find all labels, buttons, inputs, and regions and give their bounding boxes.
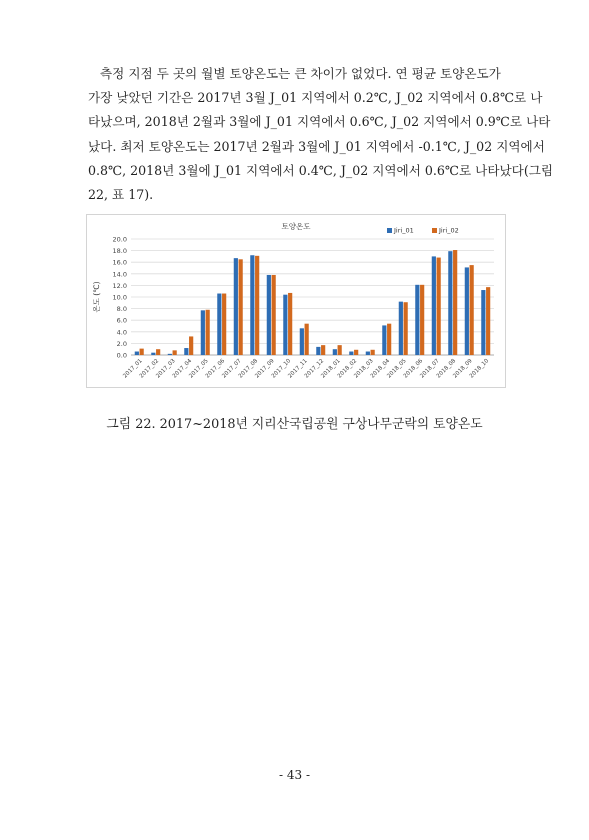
bar-jiri_02-2018_01	[338, 345, 342, 355]
bar-jiri_01-2018_02	[349, 352, 353, 355]
y-tick-label: 6.0	[116, 316, 127, 325]
bar-jiri_01-2017_07	[234, 258, 238, 355]
bar-jiri_01-2018_07	[432, 256, 436, 355]
bar-jiri_01-2018_03	[366, 352, 370, 355]
x-tick-label: 2017_06	[204, 358, 227, 380]
bar-jiri_02-2017_01	[140, 349, 144, 355]
bar-jiri_01-2018_06	[415, 285, 419, 355]
bar-jiri_01-2017_01	[135, 352, 139, 355]
bar-jiri_02-2018_02	[354, 350, 358, 355]
x-tick-label: 2018_07	[419, 358, 441, 380]
bar-jiri_02-2017_07	[239, 259, 243, 355]
bar-jiri_01-2017_02	[151, 353, 155, 355]
bar-jiri_01-2018_05	[399, 302, 403, 355]
y-tick-label: 16.0	[112, 258, 127, 267]
bar-jiri_02-2017_08	[255, 256, 259, 355]
y-tick-label: 4.0	[116, 328, 127, 337]
legend-label-jiri_01: Jiri_01	[394, 226, 414, 235]
bar-jiri_02-2017_05	[206, 310, 210, 355]
bar-jiri_02-2018_08	[453, 250, 457, 355]
bar-jiri_01-2017_05	[201, 310, 205, 355]
bar-jiri_02-2017_12	[321, 345, 325, 355]
x-tick-label: 2018_02	[336, 358, 359, 380]
x-tick-label: 2018_01	[320, 358, 342, 380]
bar-jiri_01-2018_10	[481, 290, 485, 355]
bar-jiri_02-2017_10	[288, 293, 292, 355]
x-tick-label: 2017_12	[303, 358, 326, 380]
bar-jiri_02-2017_02	[156, 349, 160, 355]
bar-jiri_01-2017_11	[300, 328, 304, 355]
bar-jiri_01-2018_09	[465, 267, 469, 355]
x-tick-label: 2018_10	[468, 358, 491, 380]
bar-jiri_01-2018_04	[382, 325, 386, 355]
bar-jiri_02-2017_11	[305, 324, 309, 355]
bar-jiri_02-2018_04	[387, 324, 391, 355]
x-tick-label: 2017_05	[188, 358, 210, 380]
legend-label-jiri_02: Jiri_02	[439, 226, 459, 235]
paragraph-line: 가장 낮았던 기간은 2017년 3월 J_01 지역에서 0.2℃, J_02 지역에서 0.8℃로 나	[88, 90, 543, 106]
paragraph-line: 측정 지점 두 곳의 월별 토양온도는 큰 차이가 없었다. 연 평균 토양온도가	[100, 66, 501, 81]
bar-jiri_01-2017_09	[267, 275, 271, 355]
x-tick-label: 2017_01	[122, 358, 144, 380]
bar-jiri_01-2018_01	[333, 349, 337, 355]
x-tick-label: 2018_08	[435, 358, 458, 380]
bar-jiri_02-2017_04	[189, 336, 193, 355]
bar-jiri_01-2018_08	[448, 251, 452, 355]
figure-chart	[86, 214, 506, 388]
bar-jiri_02-2018_10	[486, 287, 490, 355]
paragraph-line: 타났으며, 2018년 2월과 3월에 J_01 지역에서 0.6℃, J_02 지역에서 0.9℃로 나타	[88, 114, 551, 130]
soil-temperature-chart	[87, 215, 505, 387]
y-tick-label: 8.0	[116, 305, 127, 314]
bar-jiri_01-2017_04	[184, 348, 188, 355]
x-tick-label: 2017_11	[287, 358, 309, 380]
legend-swatch-jiri_02	[432, 228, 437, 233]
bar-jiri_02-2018_07	[437, 258, 441, 355]
x-tick-label: 2017_07	[221, 358, 243, 380]
y-tick-label: 12.0	[112, 281, 127, 290]
x-tick-label: 2017_02	[138, 358, 161, 380]
x-tick-label: 2017_10	[270, 358, 293, 380]
bar-jiri_02-2018_09	[470, 265, 474, 355]
bar-jiri_01-2017_10	[283, 295, 287, 355]
bar-jiri_01-2017_08	[250, 255, 254, 355]
bar-jiri_02-2017_03	[173, 350, 177, 355]
y-tick-label: 10.0	[112, 293, 127, 302]
figure-caption: 그림 22. 2017~2018년 지리산국립공원 구상나무군락의 토양온도	[106, 417, 483, 432]
y-tick-label: 18.0	[112, 247, 127, 256]
bar-jiri_01-2017_03	[168, 354, 172, 355]
x-tick-label: 2018_05	[386, 358, 408, 380]
y-tick-label: 20.0	[112, 235, 127, 244]
body-paragraph	[88, 62, 554, 207]
x-tick-label: 2018_04	[369, 358, 392, 380]
x-tick-label: 2018_03	[353, 358, 375, 380]
x-tick-label: 2017_08	[237, 358, 260, 380]
legend-swatch-jiri_01	[387, 228, 392, 233]
bar-jiri_02-2018_03	[371, 350, 375, 355]
y-tick-label: 2.0	[116, 339, 127, 348]
x-tick-label: 2017_04	[171, 358, 194, 380]
bar-jiri_02-2017_06	[222, 294, 226, 355]
bar-jiri_01-2017_06	[217, 294, 221, 355]
bar-jiri_02-2017_09	[272, 275, 276, 355]
bar-jiri_02-2018_06	[420, 285, 424, 355]
x-tick-label: 2018_06	[402, 358, 425, 380]
y-tick-label: 14.0	[112, 270, 127, 279]
paragraph-line: 22, 표 17).	[88, 187, 154, 203]
chart-title: 토양온도	[281, 222, 311, 231]
x-tick-label: 2017_03	[155, 358, 177, 380]
page-number: - 43 -	[278, 768, 310, 782]
paragraph-line: 0.8℃, 2018년 3월에 J_01 지역에서 0.4℃, J_02 지역에서 0.6℃로 나타났다(그림	[88, 162, 554, 178]
x-tick-label: 2018_09	[452, 358, 474, 380]
y-axis-label: 온도 (℃)	[92, 281, 101, 313]
bar-jiri_01-2017_12	[316, 347, 320, 355]
paragraph-line: 났다. 최저 토양온도는 2017년 2월과 3월에 J_01 지역에서 -0.1℃, J_02 지역에서	[88, 138, 545, 154]
y-tick-label: 0.0	[116, 351, 127, 360]
x-tick-label: 2017_09	[254, 358, 276, 380]
bar-jiri_02-2018_05	[404, 302, 408, 355]
